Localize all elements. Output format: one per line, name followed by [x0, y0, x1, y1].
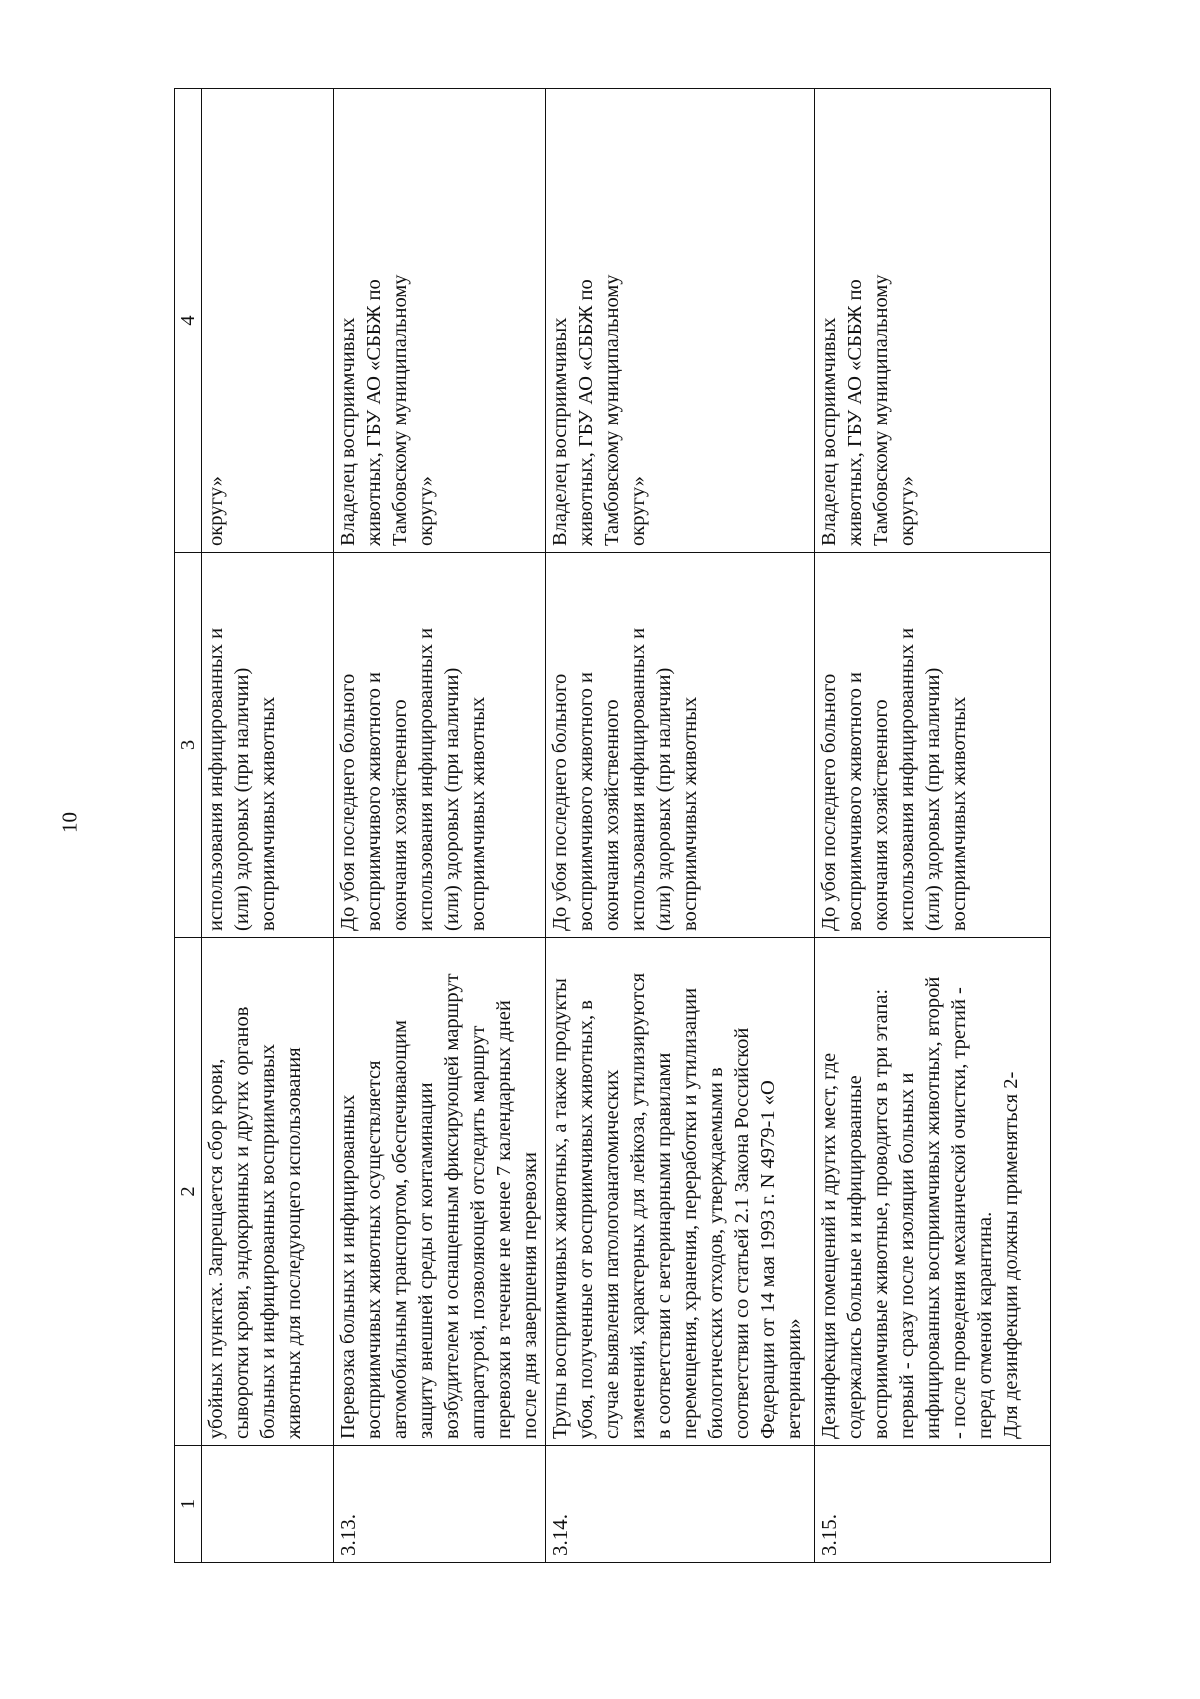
cell-line: округу» [627, 476, 649, 546]
table-header-row [175, 89, 202, 1563]
row-number [202, 1446, 334, 1563]
cell-line: восприимчивых животных [679, 696, 701, 931]
cell-line: перевозки в течение не менее 7 календарных дней [493, 1000, 515, 1439]
row-number: 3.13. [334, 1446, 546, 1563]
header-col-3: 3 [175, 553, 202, 938]
responsible-cell [546, 89, 815, 553]
cell-line: Трупы восприимчивых животных, а также продукты [549, 978, 571, 1439]
cell-line: автомобильным транспортом, обеспечивающим [389, 1020, 411, 1439]
cell-line: биологических отходов, утверждаемыми в [705, 1067, 727, 1439]
cell-line: животных, ГБУ АО «СББЖ по [575, 279, 597, 546]
cell-line: использования инфицированных и [627, 627, 649, 931]
header-col-1: 1 [175, 1446, 202, 1563]
cell-line: Владелец восприимчивых [818, 317, 840, 546]
cell-line: округу» [896, 476, 918, 546]
cell-line: восприимчивые животные, проводится в три этапа: [870, 988, 892, 1439]
cell-line: Для дезинфекции должны применяться 2- [1000, 1071, 1022, 1439]
cell-line: животных для последующего использования [283, 1047, 305, 1439]
cell-line: (или) здоровых (при наличии) [653, 667, 675, 931]
table-row [334, 89, 546, 1563]
measure-cell [202, 938, 334, 1446]
cell-line: округу» [415, 476, 437, 546]
cell-line: восприимчивого животного и [363, 672, 385, 931]
header-col-2: 2 [175, 938, 202, 1446]
deadline-cell [815, 553, 1051, 938]
cell-line: содержались больные и инфицированные [844, 1075, 866, 1439]
cell-line: окончания хозяйственного [870, 699, 892, 931]
cell-line: (или) здоровых (при наличии) [441, 667, 463, 931]
cell-line: восприимчивых животных [467, 696, 489, 931]
measures-table-container [174, 89, 1049, 1563]
row-number: 3.15. [815, 1446, 1051, 1563]
cell-line: восприимчивого животного и [844, 672, 866, 931]
cell-line: больных и инфицированных восприимчивых [257, 1044, 279, 1439]
cell-line: восприимчивых животных [948, 696, 970, 931]
cell-line: случае выявления патологоанатомических [601, 1069, 623, 1439]
cell-line: Тамбовскому муниципальному [601, 274, 623, 546]
cell-line: Федерации от 14 мая 1993 г. N 4979-1 «О [757, 1080, 779, 1439]
table-row [202, 89, 334, 1563]
cell-line: восприимчивых животных [257, 696, 279, 931]
cell-line: округу» [205, 476, 227, 546]
cell-line: сыворотки крови, эндокринных и других органов [231, 1006, 253, 1439]
responsible-cell [334, 89, 546, 553]
deadline-cell [334, 553, 546, 938]
cell-line: Владелец восприимчивых [549, 317, 571, 546]
cell-line: возбудителем и оснащенным фиксирующей маршрут [441, 973, 463, 1439]
cell-line: аппаратурой, позволяющей отследить маршрут [467, 1025, 489, 1439]
cell-line: До убоя последнего больного [818, 673, 840, 931]
cell-line: убоя, полученные от восприимчивых животных, в [575, 1000, 597, 1439]
cell-line: (или) здоровых (при наличии) [922, 667, 944, 931]
cell-line: восприимчивого животного и [575, 672, 597, 931]
measure-cell [334, 938, 546, 1446]
cell-line: животных, ГБУ АО «СББЖ по [363, 279, 385, 546]
cell-line: (или) здоровых (при наличии) [231, 667, 253, 931]
cell-line: после дня завершения перевозки [519, 1152, 541, 1439]
cell-line: первый - сразу после изоляции больных и [896, 1072, 918, 1439]
responsible-cell [202, 89, 334, 553]
cell-line: Дезинфекция помещений и других мест, где [818, 1052, 840, 1439]
cell-line: До убоя последнего больного [337, 673, 359, 931]
cell-line: Перевозка больных и инфицированных [337, 1094, 359, 1439]
cell-line: соответствии со статьей 2.1 Закона Российской [731, 1027, 753, 1439]
measures-table [174, 88, 1051, 1563]
cell-line: изменений, характерных для лейкоза, утилизируются [627, 972, 649, 1439]
table-row [546, 89, 815, 1563]
responsible-cell [815, 89, 1051, 553]
header-col-4: 4 [175, 89, 202, 553]
measure-cell [546, 938, 815, 1446]
cell-line: До убоя последнего больного [549, 673, 571, 931]
cell-line: использования инфицированных и [205, 627, 227, 931]
cell-line: использования инфицированных и [896, 627, 918, 931]
deadline-cell [202, 553, 334, 938]
measure-cell [815, 938, 1051, 1446]
cell-line: восприимчивых животных осуществляется [363, 1060, 385, 1439]
page-number: 10 [57, 812, 82, 833]
cell-line: использования инфицированных и [415, 627, 437, 931]
cell-line: перед отменой карантина. [974, 1211, 996, 1439]
cell-line: Тамбовскому муниципальному [870, 274, 892, 546]
cell-line: Тамбовскому муниципальному [389, 274, 411, 546]
cell-line: животных, ГБУ АО «СББЖ по [844, 279, 866, 546]
cell-line: в соответствии с ветеринарными правилами [653, 1052, 675, 1439]
cell-line: инфицированных восприимчивых животных, второй [922, 976, 944, 1439]
row-number: 3.14. [546, 1446, 815, 1563]
cell-line: убойных пунктах. Запрещается сбор крови, [205, 1058, 227, 1439]
cell-line: окончания хозяйственного [389, 699, 411, 931]
cell-line: защиту внешней среды от контаминации [415, 1082, 437, 1439]
table-row [815, 89, 1051, 1563]
cell-line: Владелец восприимчивых [337, 317, 359, 546]
cell-line: перемещения, хранения, переработки и утилизации [679, 987, 701, 1439]
cell-line: ветеринарии» [783, 1318, 805, 1439]
deadline-cell [546, 553, 815, 938]
cell-line: окончания хозяйственного [601, 699, 623, 931]
cell-line: - после проведения механической очистки, третий - [948, 987, 970, 1439]
